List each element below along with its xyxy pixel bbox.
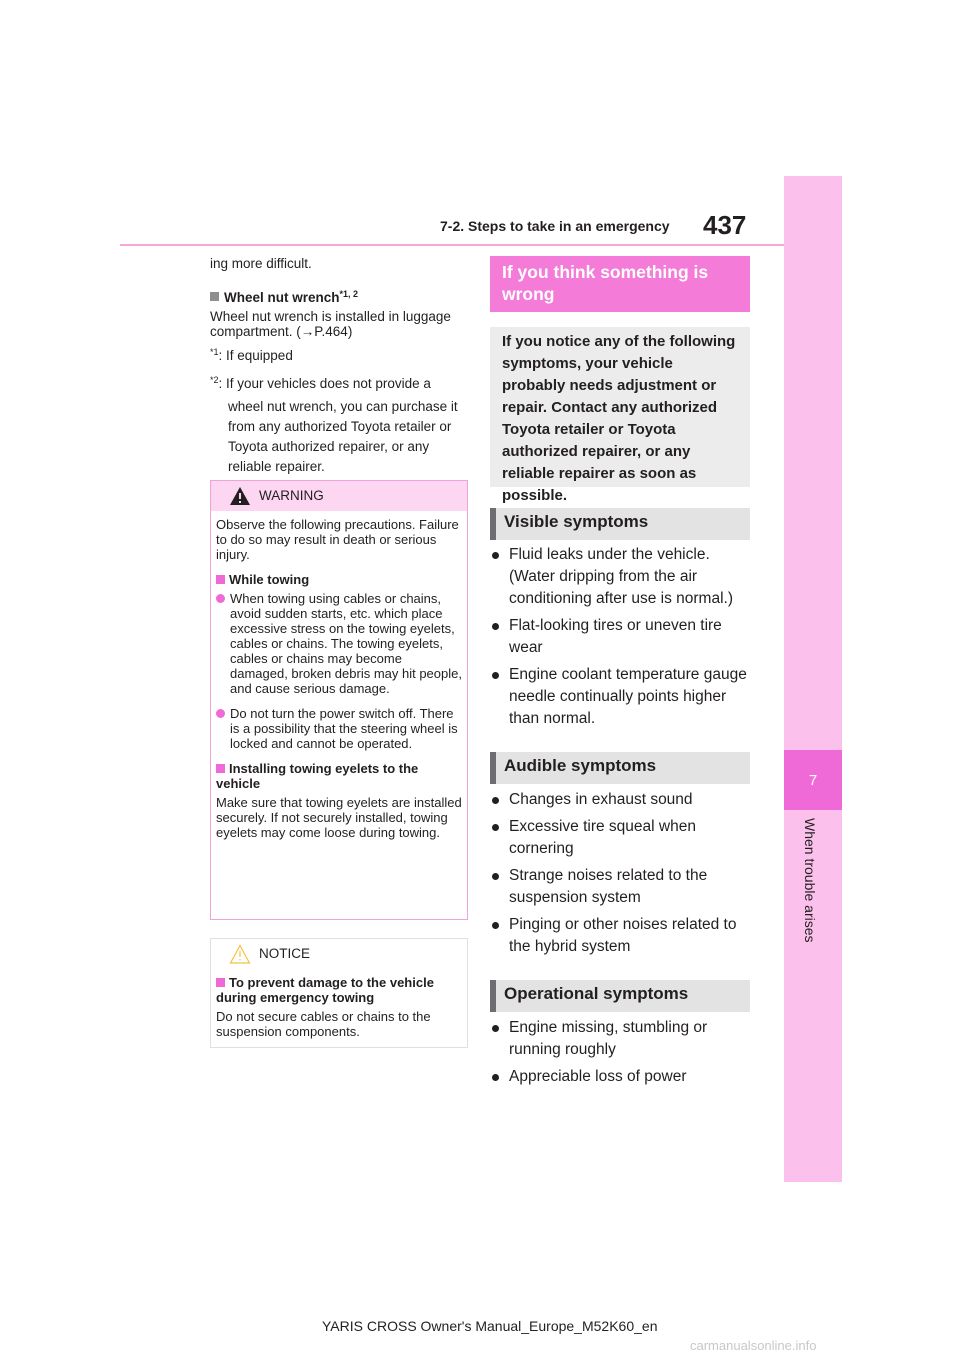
notice-box (210, 938, 468, 1048)
round-bullet-icon (216, 594, 225, 603)
list-item (492, 816, 750, 860)
square-bullet-icon (210, 292, 219, 301)
bullet-icon (492, 672, 499, 679)
caution-triangle-icon (229, 944, 251, 964)
warning-bullet (216, 706, 462, 751)
footnote-1 (210, 343, 468, 365)
footnote-1-text: : If equipped (218, 348, 293, 363)
notice-body (211, 969, 467, 1039)
list-item-text: Fluid leaks under the vehicle. (Water dripping from the air conditioning after use is normal.) (509, 546, 734, 607)
list-item-text: Engine coolant temperature gauge needle continually points higher than normal. (509, 666, 747, 727)
list-item-text: Appreciable loss of power (509, 1068, 687, 1085)
installing-eyelets-text: Installing towing eyelets to the vehicle (216, 761, 419, 791)
visible-symptoms-heading: Visible symptoms (490, 508, 750, 540)
while-towing-text: While towing (229, 572, 310, 587)
list-item-text: Flat-looking tires or uneven tire wear (509, 617, 722, 656)
warning-box (210, 480, 468, 920)
audible-symptoms-heading: Audible symptoms (490, 752, 750, 784)
notice-heading-text: To prevent damage to the vehicle during emergency towing (216, 975, 434, 1005)
warning-header (211, 481, 467, 511)
watermark: carmanualsonline.info (690, 1338, 817, 1353)
chapter-number: 7 (784, 750, 842, 810)
list-item (492, 865, 750, 909)
list-item-text: Engine missing, stumbling or running roughly (509, 1019, 708, 1058)
footnote-2-mark: *2 (210, 375, 219, 385)
bullet-icon (492, 797, 499, 804)
warning-bullet (216, 591, 462, 696)
footnote-1-mark: *1 (210, 347, 219, 357)
bullet-icon (492, 552, 499, 559)
bullet-icon (492, 1074, 499, 1081)
list-item (492, 544, 750, 610)
notice-label: NOTICE (259, 946, 311, 961)
list-item (492, 615, 750, 659)
warning-bullet-text: When towing using cables or chains, avoid sudden starts, etc. which place excessive stress on the towing eyelets, cables or chains. The towing eyelets, cables or chains may become damaged, broken debris may hit people, and cause serious damage. (230, 591, 462, 696)
notice-header (211, 939, 467, 969)
list-item-text: Strange noises related to the suspension system (509, 867, 708, 906)
audible-symptoms-list (492, 789, 750, 963)
square-bullet-icon (216, 575, 225, 584)
warning-intro: Observe the following precautions. Failure to do so may result in death or serious injury. (216, 517, 459, 562)
chapter-title-text: When trouble arises (802, 818, 818, 943)
list-item (492, 1066, 750, 1088)
footnote-2-body: wheel nut wrench, you can purchase it from any authorized Toyota retailer or Toyota authorized repairer, or any reliable repairer. (228, 399, 458, 474)
while-towing-heading (216, 572, 462, 587)
section-title: 7-2. Steps to take in an emergency (440, 218, 670, 234)
list-item-text: Changes in exhaust sound (509, 791, 693, 808)
notice-heading (216, 975, 462, 1005)
bullet-icon (492, 623, 499, 630)
warning-label: WARNING (259, 488, 324, 503)
footnote-2-text: : If your vehicles does not provide a (218, 376, 431, 391)
list-item-text: Excessive tire squeal when cornering (509, 818, 696, 857)
bullet-icon (492, 1025, 499, 1032)
operational-symptoms-heading: Operational symptoms (490, 980, 750, 1012)
chapter-title (802, 818, 824, 958)
square-bullet-icon (216, 978, 225, 987)
bullet-icon (492, 922, 499, 929)
round-bullet-icon (216, 709, 225, 718)
wheel-nut-wrench-heading (210, 285, 468, 307)
topic-heading: If you think something is wrong (490, 256, 750, 312)
header-divider (120, 244, 784, 246)
warning-body (211, 511, 467, 840)
operational-symptoms-list (492, 1017, 750, 1093)
chapter-side-tab (784, 176, 842, 1182)
warning-triangle-icon (229, 486, 251, 506)
continued-text: ing more difficult. (210, 256, 312, 271)
list-item (492, 789, 750, 811)
bullet-icon (492, 824, 499, 831)
left-column (210, 255, 468, 477)
footnote-2 (210, 371, 468, 393)
list-item (492, 664, 750, 730)
list-item (492, 1017, 750, 1061)
warning-bullet-text: Do not turn the power switch off. There is a possibility that the steering wheel is locked and cannot be operated. (230, 706, 458, 751)
bullet-icon (492, 873, 499, 880)
list-item (492, 914, 750, 958)
list-item-text: Pinging or other noises related to the hybrid system (509, 916, 737, 955)
visible-symptoms-list (492, 544, 750, 735)
installing-eyelets-heading (216, 761, 462, 791)
notice-text: Do not secure cables or chains to the suspension components. (216, 1009, 431, 1039)
installing-eyelets-body: Make sure that towing eyelets are installed securely. If not securely installed, towing eyelets may come loose during towing. (216, 795, 462, 840)
square-bullet-icon (216, 764, 225, 773)
topic-intro: If you notice any of the following symptoms, your vehicle probably needs adjustment or repair. Contact any authorized Toyota retailer or Toyota authorized repairer, or any reliable repairer as soon as possible. (490, 327, 750, 487)
wheel-nut-wrench-text: Wheel nut wrench is installed in luggage compartment. (→P.464) (210, 309, 451, 339)
footer-manual-id: YARIS CROSS Owner's Manual_Europe_M52K60_en (322, 1318, 658, 1334)
wheel-heading-sup: *1, 2 (339, 289, 359, 299)
page-number: 437 (703, 210, 747, 240)
wheel-heading-text: Wheel nut wrench (224, 290, 340, 305)
